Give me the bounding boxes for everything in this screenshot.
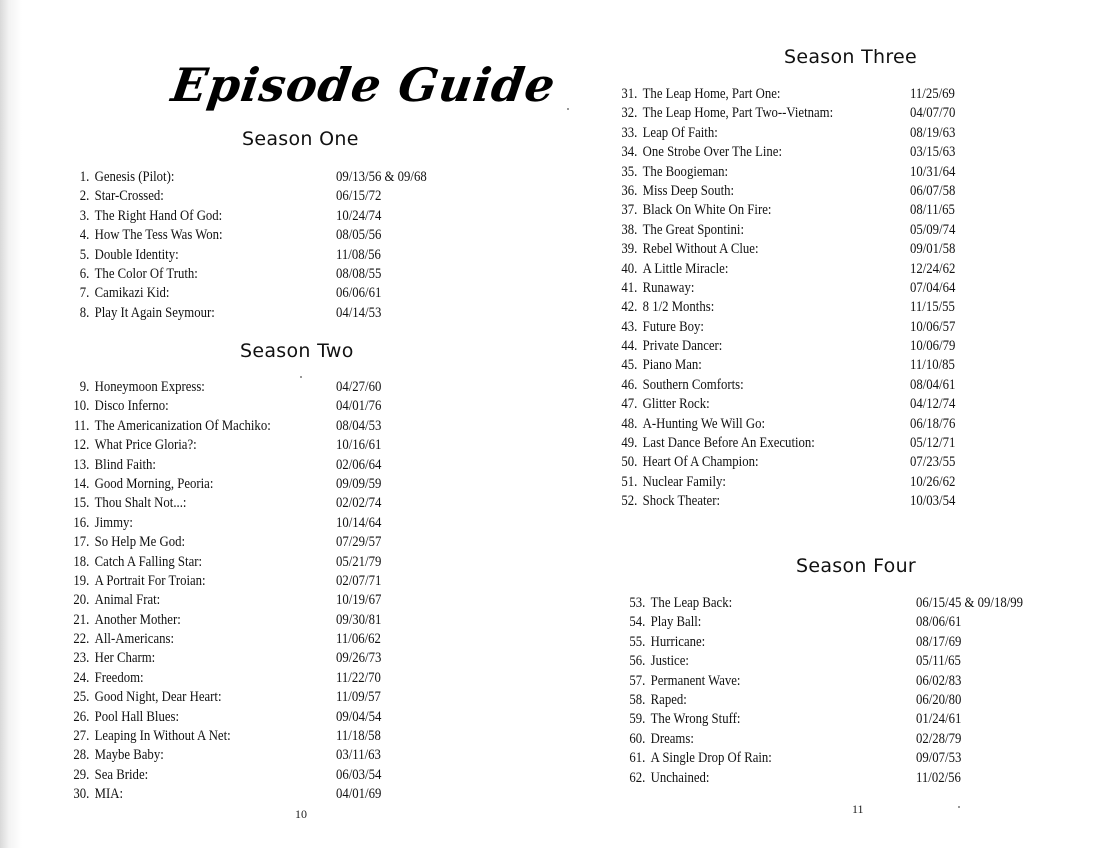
episode-row (70, 514, 382, 533)
episode-airdate: 09/13/56 & 09/68 (335, 169, 427, 185)
episode-airdate: 11/08/56 (335, 246, 381, 263)
episode-row (618, 279, 956, 298)
episode-number: 43. (621, 318, 638, 335)
episode-title: Hurricane: (650, 633, 706, 650)
episode-title: Private Dancer: (642, 338, 723, 355)
episode-number: 14. (73, 475, 90, 492)
episode-airdate: 09/04/54 (335, 708, 382, 725)
season-four-heading: Season Four (796, 555, 917, 577)
episode-airdate: 09/26/73 (335, 650, 382, 667)
episode-row (626, 672, 962, 691)
episode-airdate: 09/30/81 (335, 611, 382, 628)
episode-airdate: 08/08/55 (335, 265, 382, 282)
episode-title: Nuclear Family: (642, 473, 726, 490)
episode-number: 47. (621, 396, 638, 413)
episode-airdate: 10/31/64 (909, 163, 956, 180)
episode-row (618, 240, 956, 259)
episode-row (626, 633, 962, 652)
episode-number: 56. (629, 653, 646, 670)
episode-row (618, 492, 956, 511)
scan-speck (958, 806, 960, 808)
episode-airdate: 11/25/69 (909, 86, 955, 102)
episode-title: The Boogieman: (642, 163, 729, 180)
episode-row (70, 630, 381, 649)
episode-title: Double Identity: (94, 246, 179, 263)
episode-number: 8. (79, 304, 90, 321)
episode-row (70, 669, 381, 688)
episode-number: 18. (73, 553, 90, 570)
episode-row (70, 187, 382, 206)
episode-row (626, 730, 962, 749)
episode-row (70, 168, 427, 187)
right-page-number: 11 (852, 802, 864, 816)
page-title: Episode Guide (168, 58, 560, 112)
episode-number: 49. (621, 435, 638, 452)
episode-airdate: 08/17/69 (915, 633, 962, 650)
episode-number: 4. (79, 227, 90, 244)
episode-airdate: 05/21/79 (335, 553, 382, 570)
episode-row (618, 182, 956, 201)
episode-row (618, 163, 956, 182)
episode-title: Leap Of Faith: (642, 124, 718, 141)
episode-number: 61. (629, 750, 646, 767)
episode-number: 26. (73, 708, 90, 725)
episode-title: One Strobe Over The Line: (642, 144, 783, 161)
episode-row (618, 221, 956, 240)
episode-title: Heart Of A Champion: (642, 454, 759, 471)
episode-row (70, 378, 382, 397)
episode-title: Black On White On Fire: (642, 202, 772, 219)
episode-row (70, 397, 382, 416)
episode-airdate: 06/15/72 (335, 188, 382, 205)
episode-row (70, 494, 382, 513)
episode-title: The Wrong Stuff: (650, 711, 741, 728)
episode-airdate: 02/02/74 (335, 495, 382, 512)
episode-title: Animal Frat: (94, 592, 161, 609)
episode-title: MIA: (94, 786, 124, 803)
episode-number: 30. (73, 786, 90, 803)
episode-title: Justice: (650, 653, 689, 670)
episode-number: 54. (629, 614, 646, 631)
episode-row (618, 260, 956, 279)
episode-number: 42. (621, 299, 638, 316)
episode-row (70, 436, 382, 455)
episode-title: Unchained: (650, 769, 710, 786)
episode-number: 28. (73, 747, 90, 764)
episode-row (70, 766, 382, 785)
episode-title: 8 1/2 Months: (642, 299, 715, 316)
episode-row (70, 688, 381, 707)
episode-title: Blind Faith: (94, 456, 156, 473)
season-two-episode-list (70, 378, 382, 805)
episode-number: 5. (79, 246, 90, 263)
episode-number: 17. (73, 534, 90, 551)
episode-airdate: 04/14/53 (335, 304, 382, 321)
episode-airdate: 10/19/67 (335, 592, 382, 609)
episode-airdate: 03/15/63 (909, 144, 956, 161)
episode-title: Dreams: (650, 730, 694, 747)
episode-airdate: 06/06/61 (335, 285, 382, 302)
episode-airdate: 05/11/65 (915, 653, 961, 670)
episode-airdate: 02/07/71 (335, 572, 382, 589)
episode-airdate: 11/18/58 (335, 728, 381, 745)
episode-title: Freedom: (94, 669, 144, 686)
episode-number: 53. (629, 595, 646, 611)
episode-title: The Leap Home, Part Two--Vietnam: (642, 105, 834, 122)
episode-title: The Color Of Truth: (94, 265, 198, 282)
episode-row (626, 769, 961, 788)
episode-number: 29. (73, 766, 90, 783)
episode-row (70, 417, 382, 436)
episode-title: Permanent Wave: (650, 672, 741, 689)
episode-title: Sea Bride: (94, 766, 149, 783)
episode-airdate: 09/09/59 (335, 475, 382, 492)
episode-title: Maybe Baby: (94, 747, 164, 764)
episode-airdate: 09/07/53 (915, 750, 962, 767)
episode-number: 12. (73, 437, 90, 454)
episode-number: 52. (621, 493, 638, 510)
episode-number: 37. (621, 202, 638, 219)
episode-number: 33. (621, 124, 638, 141)
episode-title: The Great Spontini: (642, 221, 744, 238)
episode-airdate: 11/15/55 (909, 299, 955, 316)
episode-number: 20. (73, 592, 90, 609)
episode-title: The Right Hand Of God: (94, 207, 223, 224)
episode-airdate: 10/26/62 (909, 473, 956, 490)
episode-number: 24. (73, 669, 90, 686)
episode-airdate: 10/06/79 (909, 338, 956, 355)
episode-title: Another Mother: (94, 611, 181, 628)
episode-airdate: 02/28/79 (915, 730, 962, 747)
episode-number: 3. (79, 207, 90, 224)
episode-row (70, 284, 382, 303)
episode-row (70, 553, 382, 572)
episode-row (626, 710, 962, 729)
episode-number: 36. (621, 182, 638, 199)
episode-number: 50. (621, 454, 638, 471)
episode-airdate: 04/27/60 (335, 379, 382, 395)
season-four-episode-list (626, 594, 1024, 788)
episode-airdate: 04/01/76 (335, 398, 382, 415)
episode-number: 27. (73, 728, 90, 745)
left-page-number: 10 (295, 807, 307, 821)
episode-airdate: 06/20/80 (915, 691, 962, 708)
season-one-episode-list (70, 168, 427, 323)
episode-row (70, 746, 381, 765)
episode-row (618, 356, 955, 375)
episode-title: Southern Comforts: (642, 376, 744, 393)
episode-row (618, 395, 956, 414)
episode-row (618, 376, 956, 395)
episode-number: 62. (629, 769, 646, 786)
episode-title: Play It Again Seymour: (94, 304, 215, 321)
episode-title: Disco Inferno: (94, 398, 169, 415)
episode-row (70, 785, 382, 804)
episode-row (70, 727, 381, 746)
episode-row (618, 201, 955, 220)
episode-airdate: 06/02/83 (915, 672, 962, 689)
episode-row (70, 226, 382, 245)
episode-title: The Leap Home, Part One: (642, 86, 781, 102)
episode-number: 23. (73, 650, 90, 667)
episode-airdate: 11/02/56 (915, 769, 961, 786)
episode-row (618, 337, 956, 356)
episode-title: Star-Crossed: (94, 188, 164, 205)
episode-title: Future Boy: (642, 318, 704, 335)
episode-title: How The Tess Was Won: (94, 227, 223, 244)
episode-airdate: 04/07/70 (909, 105, 956, 122)
episode-number: 2. (79, 188, 90, 205)
episode-title: A Single Drop Of Rain: (650, 750, 772, 767)
episode-row (618, 104, 956, 123)
episode-airdate: 01/24/61 (915, 711, 962, 728)
episode-airdate: 11/09/57 (335, 689, 381, 706)
episode-title: Piano Man: (642, 357, 702, 374)
episode-airdate: 04/01/69 (335, 786, 382, 803)
episode-airdate: 04/12/74 (909, 396, 956, 413)
episode-row (70, 475, 382, 494)
episode-number: 45. (621, 357, 638, 374)
episode-row (70, 456, 382, 475)
episode-number: 9. (79, 379, 90, 395)
episode-title: Honeymoon Express: (94, 379, 205, 395)
episode-airdate: 08/11/65 (909, 202, 955, 219)
binding-shadow (0, 0, 22, 848)
episode-row (618, 434, 956, 453)
episode-airdate: 11/10/85 (909, 357, 955, 374)
episode-number: 16. (73, 514, 90, 531)
episode-row (70, 533, 382, 552)
episode-number: 60. (629, 730, 646, 747)
season-three-heading: Season Three (784, 46, 918, 68)
episode-title: Jimmy: (94, 514, 133, 531)
season-two-heading: Season Two (240, 340, 354, 362)
episode-title: The Americanization Of Machiko: (94, 417, 271, 434)
episode-airdate: 09/01/58 (909, 241, 956, 258)
episode-airdate: 06/15/45 & 09/18/99 (915, 595, 1024, 611)
episode-airdate: 10/03/54 (909, 493, 956, 510)
episode-row (70, 572, 382, 591)
episode-row (70, 304, 382, 323)
episode-airdate: 08/04/61 (909, 376, 956, 393)
episode-airdate: 12/24/62 (909, 260, 956, 277)
episode-title: A Portrait For Troian: (94, 572, 206, 589)
episode-airdate: 06/07/58 (909, 182, 956, 199)
episode-row (70, 708, 382, 727)
episode-number: 48. (621, 415, 638, 432)
episode-number: 40. (621, 260, 638, 277)
episode-row (618, 124, 956, 143)
episode-number: 34. (621, 144, 638, 161)
episode-row (70, 265, 382, 284)
episode-row (70, 591, 382, 610)
episode-airdate: 10/14/64 (335, 514, 382, 531)
episode-number: 25. (73, 689, 90, 706)
episode-airdate: 08/19/63 (909, 124, 956, 141)
episode-airdate: 03/11/63 (335, 747, 381, 764)
episode-number: 57. (629, 672, 646, 689)
episode-row (70, 207, 382, 226)
episode-number: 32. (621, 105, 638, 122)
episode-number: 1. (79, 169, 90, 185)
episode-airdate: 07/23/55 (909, 454, 956, 471)
right-page (560, 0, 1096, 848)
episode-title: Shock Theater: (642, 493, 721, 510)
episode-airdate: 10/24/74 (335, 207, 382, 224)
episode-title: Thou Shalt Not...: (94, 495, 187, 512)
episode-airdate: 10/06/57 (909, 318, 956, 335)
episode-title: Good Morning, Peoria: (94, 475, 214, 492)
episode-number: 11. (73, 417, 90, 434)
episode-airdate: 07/29/57 (335, 534, 382, 551)
episode-title: Catch A Falling Star: (94, 553, 203, 570)
episode-airdate: 11/06/62 (335, 631, 381, 648)
episode-title: What Price Gloria?: (94, 437, 197, 454)
episode-title: Good Night, Dear Heart: (94, 689, 222, 706)
episode-airdate: 02/06/64 (335, 456, 382, 473)
episode-row (618, 85, 955, 104)
episode-number: 51. (621, 473, 638, 490)
episode-airdate: 08/04/53 (335, 417, 382, 434)
episode-row (618, 453, 956, 472)
episode-row (618, 473, 956, 492)
episode-number: 10. (73, 398, 90, 415)
episode-number: 7. (79, 285, 90, 302)
episode-title: Pool Hall Blues: (94, 708, 180, 725)
episode-number: 38. (621, 221, 638, 238)
episode-number: 44. (621, 338, 638, 355)
episode-row (626, 749, 962, 768)
episode-number: 59. (629, 711, 646, 728)
episode-row (70, 246, 381, 265)
episode-row (618, 143, 956, 162)
episode-title: Play Ball: (650, 614, 702, 631)
episode-number: 15. (73, 495, 90, 512)
episode-row (626, 691, 962, 710)
episode-title: Rebel Without A Clue: (642, 241, 759, 258)
episode-row (626, 594, 1024, 613)
episode-number: 22. (73, 631, 90, 648)
episode-title: Genesis (Pilot): (94, 169, 175, 185)
episode-number: 21. (73, 611, 90, 628)
episode-title: Raped: (650, 691, 687, 708)
episode-row (618, 415, 956, 434)
episode-number: 6. (79, 265, 90, 282)
episode-title: Miss Deep South: (642, 182, 735, 199)
episode-number: 39. (621, 241, 638, 258)
episode-row (618, 298, 955, 317)
season-one-heading: Season One (242, 128, 359, 150)
scan-speck (300, 376, 302, 378)
episode-title: The Leap Back: (650, 595, 733, 611)
episode-number: 31. (621, 86, 638, 102)
episode-number: 41. (621, 279, 638, 296)
episode-row (618, 318, 956, 337)
episode-title: A-Hunting We Will Go: (642, 415, 766, 432)
episode-title: Glitter Rock: (642, 396, 710, 413)
episode-number: 19. (73, 572, 90, 589)
episode-airdate: 08/06/61 (915, 614, 962, 631)
episode-title: Runaway: (642, 279, 695, 296)
episode-title: So Help Me God: (94, 534, 186, 551)
episode-row (626, 613, 962, 632)
episode-title: All-Americans: (94, 631, 175, 648)
episode-title: A Little Miracle: (642, 260, 729, 277)
episode-number: 46. (621, 376, 638, 393)
episode-number: 35. (621, 163, 638, 180)
episode-title: Her Charm: (94, 650, 156, 667)
episode-row (70, 611, 382, 630)
episode-number: 58. (629, 691, 646, 708)
episode-airdate: 05/09/74 (909, 221, 956, 238)
episode-airdate: 06/03/54 (335, 766, 382, 783)
episode-title: Last Dance Before An Execution: (642, 435, 815, 452)
episode-title: Leaping In Without A Net: (94, 728, 231, 745)
episode-airdate: 06/18/76 (909, 415, 956, 432)
episode-row (626, 652, 961, 671)
episode-airdate: 05/12/71 (909, 435, 956, 452)
episode-airdate: 11/22/70 (335, 669, 381, 686)
season-three-episode-list (618, 85, 956, 512)
episode-airdate: 07/04/64 (909, 279, 956, 296)
episode-row (70, 649, 382, 668)
episode-airdate: 08/05/56 (335, 227, 382, 244)
episode-title: Camikazi Kid: (94, 285, 170, 302)
episode-number: 13. (73, 456, 90, 473)
episode-number: 55. (629, 633, 646, 650)
episode-airdate: 10/16/61 (335, 437, 382, 454)
